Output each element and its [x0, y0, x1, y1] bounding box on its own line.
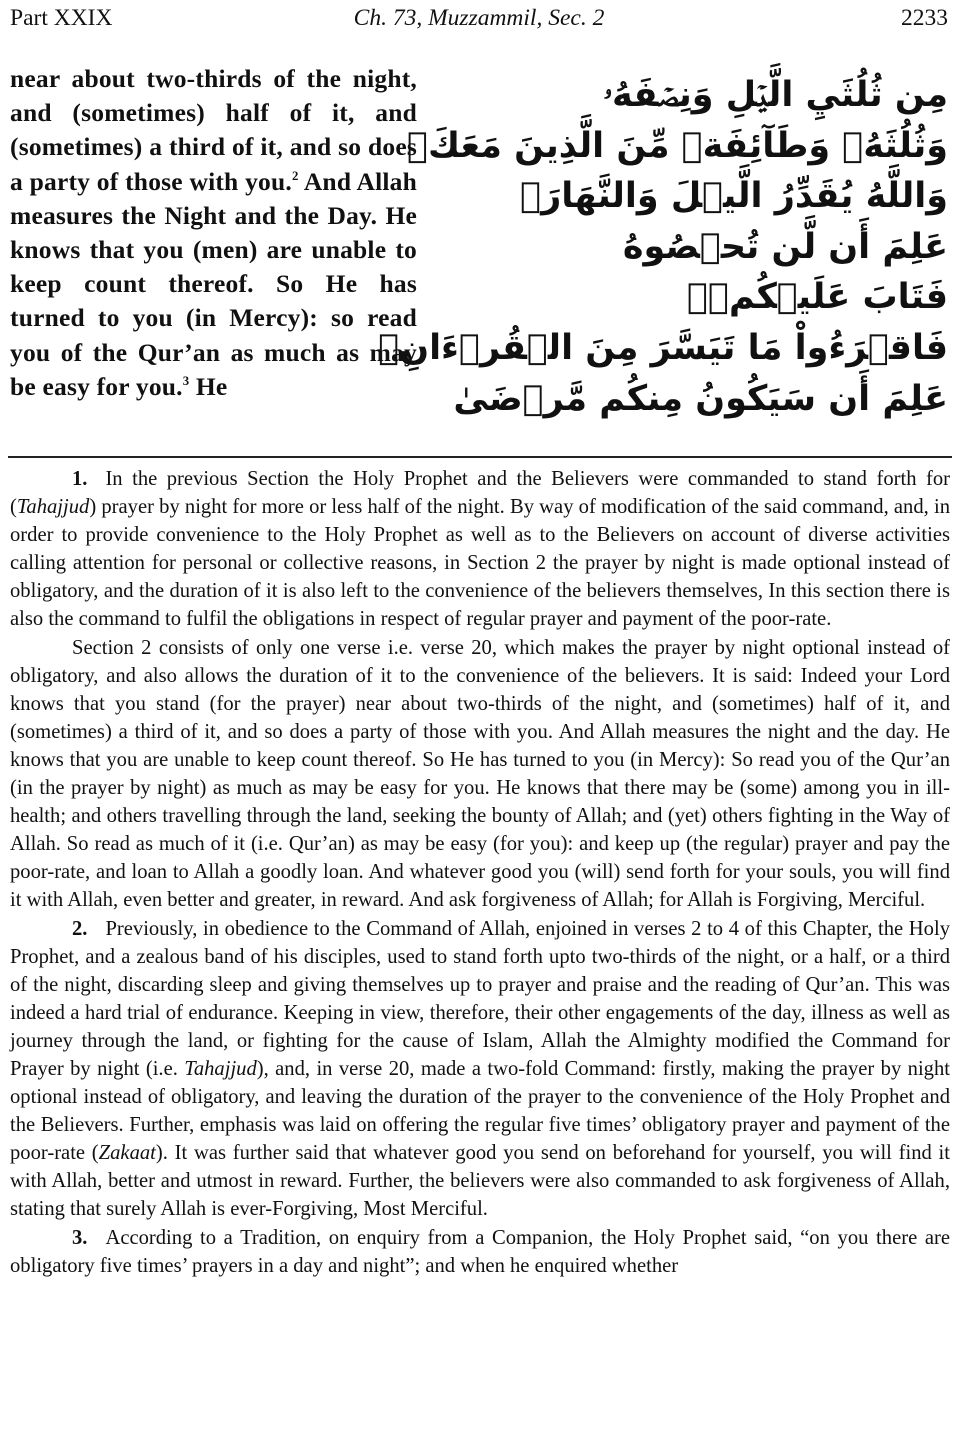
note-italic: Tahajjud [16, 496, 90, 519]
divider [8, 456, 952, 458]
note-text: In the previous Section the Holy Prophet and the Believers were commanded to stand forth for ( [10, 468, 950, 519]
note-text: ). It was further said that whatever good you send on beforehand for yourself, you will find it with Allah, better and utmost in reward. Further, the believers were also commanded to ask forgiveness of Allah, stating that surely Allah is ever-Forgiving, Most Merciful. [10, 1142, 951, 1221]
footnote-ref-2: 2 [291, 168, 299, 183]
arabic-line: وَاللَّهُ يُقَدِّرُ الَّيۡلَ وَالنَّهَارَۚ [520, 176, 948, 217]
note-number: 3. [72, 1226, 88, 1249]
note-text: Previously, in obedience to the Command of Allah, enjoined in verses 2 to 4 of this Chapter, the Holy Prophet, and a zealous band of his disciples, used to stand forth upto two-thirds of the night, or a half, or a third of the night, discarding sleep and giving themselves up to prayer and praise and the reading of Qur’an. This was indeed a hard trial of endurance. Keeping in view, therefore, their other engagements of the day, illness as well as journey through the land, or fighting for the cause of Islam, Allah the Almighty modified the Command for Prayer by night (i.e. [10, 917, 950, 1080]
part-label: Part XXIX [10, 5, 113, 31]
arabic-line: وَثُلُثَهُۥ وَطَآئِفَةٞ مِّنَ الَّذِينَ مَعَكَۚ [406, 125, 948, 166]
note-1-paragraph-2: Section 2 consists of only one verse i.e. verse 20, which makes the prayer by night optional instead of obligatory, and also allows the duration of it to the convenience of the believers. It is said: Indeed your Lord knows that you stand (for the prayer) near about two-thirds of the night, and (sometimes) half of it, and (sometimes) a third of it, and so does a party of those with you. And Allah measures the night and the day. He knows that you are unable to keep count thereof. So He has turned to you (in Mercy): So read you of the Qur’an (in the prayer by night) as much as may be easy for you. He knows that there may be (some) among you in ill-health; and others travelling through the land, seeking the bounty of Allah; and (yet) others fighting in the Way of Allah. So read as much of it (i.e. Qur’an) as may be easy (for you): and keep up (the regular) prayer and pay the poor-rate, and loan to Allah a goodly loan. And whatever good you (will) send forth for your souls, you will find it with Allah, even better and greater, in reward. And ask forgiveness of Allah; for Allah is Forgiving, Merciful. [10, 636, 950, 912]
note-2 [10, 915, 950, 1224]
translation-part-3: He [189, 371, 228, 401]
note-1 [10, 465, 950, 634]
translation-text [10, 62, 417, 404]
arabic-line: فَاقۡرَءُواْ مَا تَيَسَّرَ مِنَ الۡقُرۡءَانِۚ [378, 327, 948, 368]
note-italic: Zakaat [98, 1142, 156, 1165]
translation-part-1: near about two-thirds of the night, and (sometimes) half of it, and (sometimes) a third of it, and so does a party of those with you. [10, 64, 417, 196]
arabic-line: مِن ثُلُثَيِ الَّيۡلِ وَنِصۡفَهُۥ [603, 75, 948, 115]
footnote-ref-3: 3 [182, 373, 190, 388]
arabic-line: فَتَابَ عَلَيۡكُمۡۖ [687, 277, 948, 318]
note-text: According to a Tradition, on enquiry from a Companion, the Holy Prophet said, “on you there are obligatory five times’ prayers in a day and night”; and when he enquired whether [10, 1226, 950, 1277]
note-text: ), and, in verse 20, made a two-fold Command: firstly, making the prayer by night optional instead of obligatory, and leaving the duration of the prayer to the convenience of the Holy Prophet and the Believers. Further, emphasis was laid on offering the regular five times’ obligatory prayer and payment of the poor-rate ( [10, 1057, 950, 1165]
arabic-verse [378, 70, 948, 424]
note-3 [10, 1224, 950, 1280]
chapter-title: Ch. 73, Muzzammil, Sec. 2 [353, 5, 605, 31]
note-italic: Tahajjud [184, 1057, 257, 1080]
arabic-line: عَلِمَ أَن سَيَكُونُ مِنكُم مَّرۡضَىٰ [453, 378, 948, 419]
note-text: ) prayer by night for more or less half of the night. By way of modification of the said command, and, in order to provide convenience to the Holy Prophet as well as to the Believers on account of diverse activities calling attention for personal or collective reasons, in Section 2 the prayer by night is made optional instead of obligatory, and the duration of it is also left to the convenience of the believers themselves, In this section there is also the command to fulfil the obligations in respect of regular prayer and payment of the poor-rate. [10, 496, 950, 631]
page-number: 2233 [901, 5, 948, 31]
translation-part-2: And Allah measures the Night and the Day. He knows that you (men) are unable to keep count thereof. So He has turned to you (in Mercy): so read you of the Qur’an as much as may be easy for you. [10, 166, 417, 401]
note-number: 2. [72, 917, 88, 940]
arabic-line: عَلِمَ أَن لَّن تُحۡصُوهُ [622, 226, 948, 267]
page-header [10, 0, 948, 36]
note-number: 1. [72, 468, 88, 490]
footnotes [10, 465, 950, 1280]
